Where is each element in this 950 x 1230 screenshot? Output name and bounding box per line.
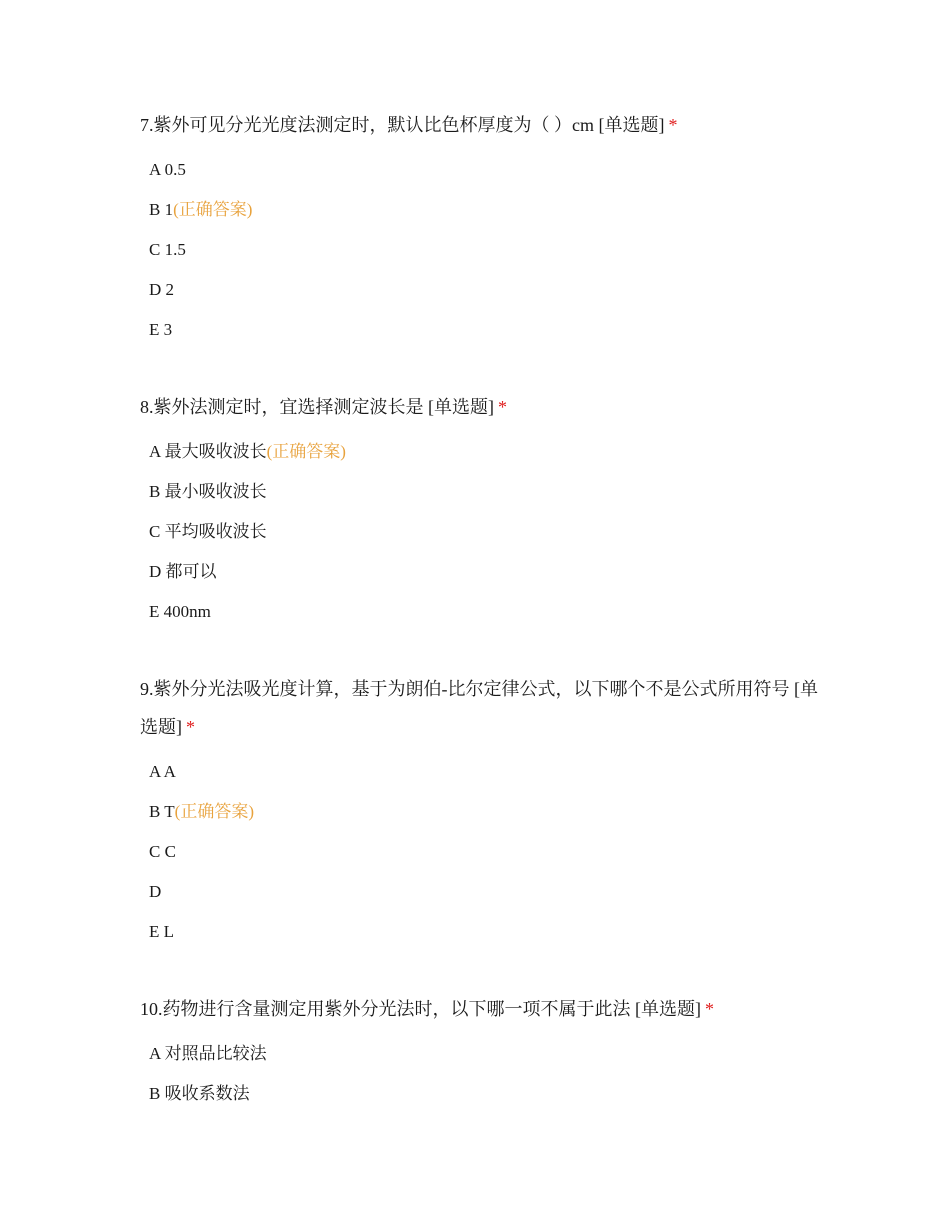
correct-answer-label: (正确答案) <box>173 200 253 219</box>
question-text: 7.紫外可见分光光度法测定时，默认比色杯厚度为（ ）cm [单选题] <box>140 115 665 135</box>
required-marker: * <box>498 397 507 417</box>
option-text: B 1 <box>149 200 174 219</box>
question-title <box>140 388 820 426</box>
option-list <box>140 432 820 632</box>
option-e <box>149 592 820 632</box>
option-d <box>149 872 820 912</box>
option-text: A 最大吸收波长 <box>149 442 267 461</box>
option-text: D 2 <box>149 280 175 299</box>
option-text: A 对照品比较法 <box>149 1044 267 1063</box>
option-a <box>149 1034 820 1074</box>
option-text: D 都可以 <box>149 562 217 581</box>
option-text: A A <box>149 762 176 781</box>
option-c <box>149 230 820 270</box>
option-text: E L <box>149 922 175 941</box>
option-text: E 3 <box>149 320 173 339</box>
option-e <box>149 912 820 952</box>
question-title <box>140 670 820 746</box>
option-list <box>140 1034 820 1114</box>
option-list <box>140 150 820 350</box>
option-b <box>149 1074 820 1114</box>
question-text: 9.紫外分光法吸光度计算，基于为朗伯-比尔定律公式，以下哪个不是公式所用符号 [单选题] <box>140 679 818 737</box>
option-c <box>149 512 820 552</box>
option-e <box>149 310 820 350</box>
option-text: B T <box>149 802 175 821</box>
option-text: C 平均吸收波长 <box>149 522 267 541</box>
question-9 <box>140 670 820 952</box>
option-list <box>140 752 820 952</box>
option-d <box>149 270 820 310</box>
question-title <box>140 990 820 1028</box>
option-text: C 1.5 <box>149 240 186 259</box>
question-7 <box>140 106 820 350</box>
required-marker: * <box>705 999 714 1019</box>
option-text: A 0.5 <box>149 160 186 179</box>
required-marker: * <box>186 717 195 737</box>
option-a <box>149 432 820 472</box>
question-text: 8.紫外法测定时，宜选择测定波长是 [单选题] <box>140 397 494 417</box>
option-text: C C <box>149 842 176 861</box>
option-a <box>149 150 820 190</box>
option-a <box>149 752 820 792</box>
question-text: 10.药物进行含量测定用紫外分光法时，以下哪一项不属于此法 [单选题] <box>140 999 701 1019</box>
option-b <box>149 472 820 512</box>
option-text: D <box>149 882 162 901</box>
option-text: B 吸收系数法 <box>149 1084 250 1103</box>
correct-answer-label: (正确答案) <box>266 442 346 461</box>
question-title <box>140 106 820 144</box>
option-text: B 最小吸收波长 <box>149 482 267 501</box>
option-b <box>149 190 820 230</box>
question-8 <box>140 388 820 632</box>
question-10 <box>140 990 820 1114</box>
option-text: E 400nm <box>149 602 211 621</box>
option-c <box>149 832 820 872</box>
option-d <box>149 552 820 592</box>
required-marker: * <box>668 115 678 135</box>
correct-answer-label: (正确答案) <box>174 802 254 821</box>
option-b <box>149 792 820 832</box>
